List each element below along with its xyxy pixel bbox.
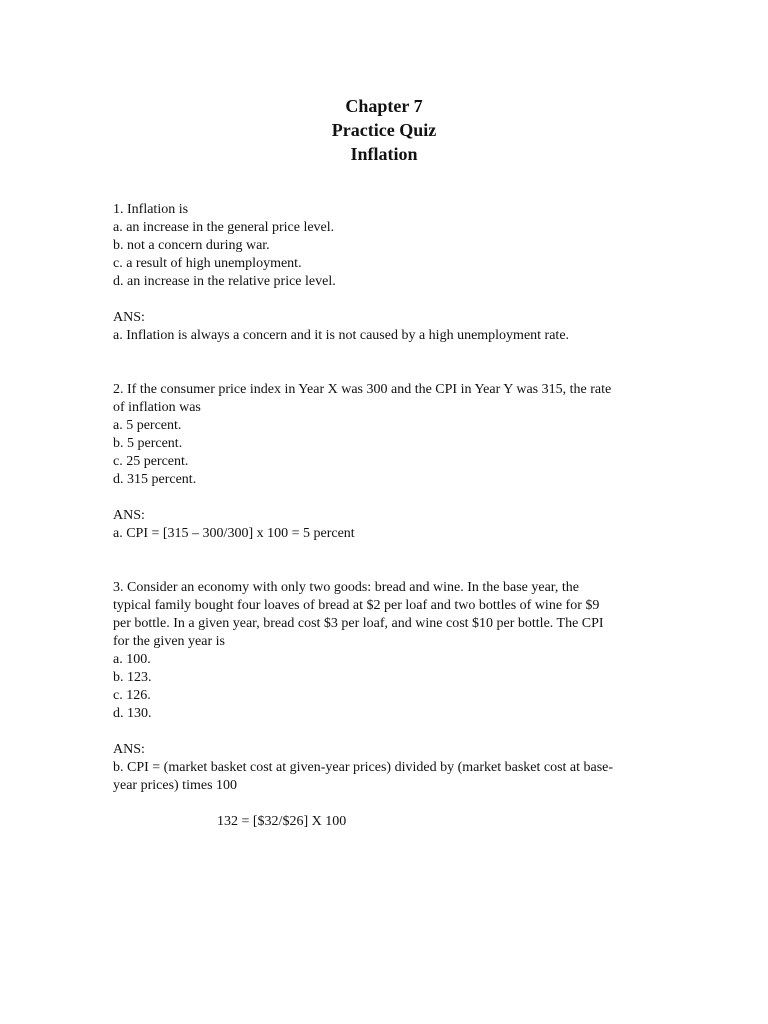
- answer-option: b. 123.: [113, 670, 152, 685]
- answer-option: d. an increase in the relative price level.: [113, 274, 336, 289]
- answer-option: c. 25 percent.: [113, 454, 189, 469]
- answer-explanation: a. Inflation is always a concern and it is not caused by a high unemployment rate.: [113, 328, 570, 343]
- answer-option: b. not a concern during war.: [113, 238, 270, 253]
- question-stem: per bottle. In a given year, bread cost $3 per loaf, and wine cost $10 per bottle. The CPI: [113, 616, 604, 631]
- cpi-formula: 132 = [$32/$26] X 100: [217, 814, 347, 829]
- chapter-heading: Chapter 7: [345, 96, 423, 116]
- answer-option: d. 315 percent.: [113, 472, 197, 487]
- question-3: [113, 579, 658, 831]
- question-stem: 2. If the consumer price index in Year X was 300 and the CPI in Year Y was 315, the rate: [113, 382, 612, 397]
- answer-option: a. an increase in the general price level.: [113, 220, 335, 235]
- question-stem: 1. Inflation is: [113, 202, 189, 217]
- answer-label: ANS:: [113, 742, 145, 757]
- answer-option: a. 100.: [113, 652, 151, 667]
- question-1: [113, 201, 658, 345]
- answer-option: c. a result of high unemployment.: [113, 256, 302, 271]
- question-stem: typical family bought four loaves of bread at $2 per loaf and two bottles of wine for $9: [113, 598, 600, 613]
- page-title: [0, 94, 768, 166]
- answer-option: b. 5 percent.: [113, 436, 183, 451]
- question-stem: 3. Consider an economy with only two goods: bread and wine. In the base year, the: [113, 580, 579, 595]
- quiz-heading: Practice Quiz: [331, 120, 437, 140]
- answer-option: d. 130.: [113, 706, 152, 721]
- answer-option: c. 126.: [113, 688, 151, 703]
- answer-option: a. 5 percent.: [113, 418, 182, 433]
- answer-label: ANS:: [113, 310, 145, 325]
- answer-explanation: year prices) times 100: [113, 778, 238, 793]
- answer-explanation: a. CPI = [315 – 300/300] x 100 = 5 percent: [113, 526, 355, 541]
- answer-label: ANS:: [113, 508, 145, 523]
- question-2: [113, 381, 658, 543]
- answer-explanation: b. CPI = (market basket cost at given-year prices) divided by (market basket cost at base-: [113, 760, 614, 775]
- quiz-content: [113, 201, 658, 831]
- topic-heading: Inflation: [350, 144, 418, 164]
- question-stem: for the given year is: [113, 634, 225, 649]
- question-stem: of inflation was: [113, 400, 201, 415]
